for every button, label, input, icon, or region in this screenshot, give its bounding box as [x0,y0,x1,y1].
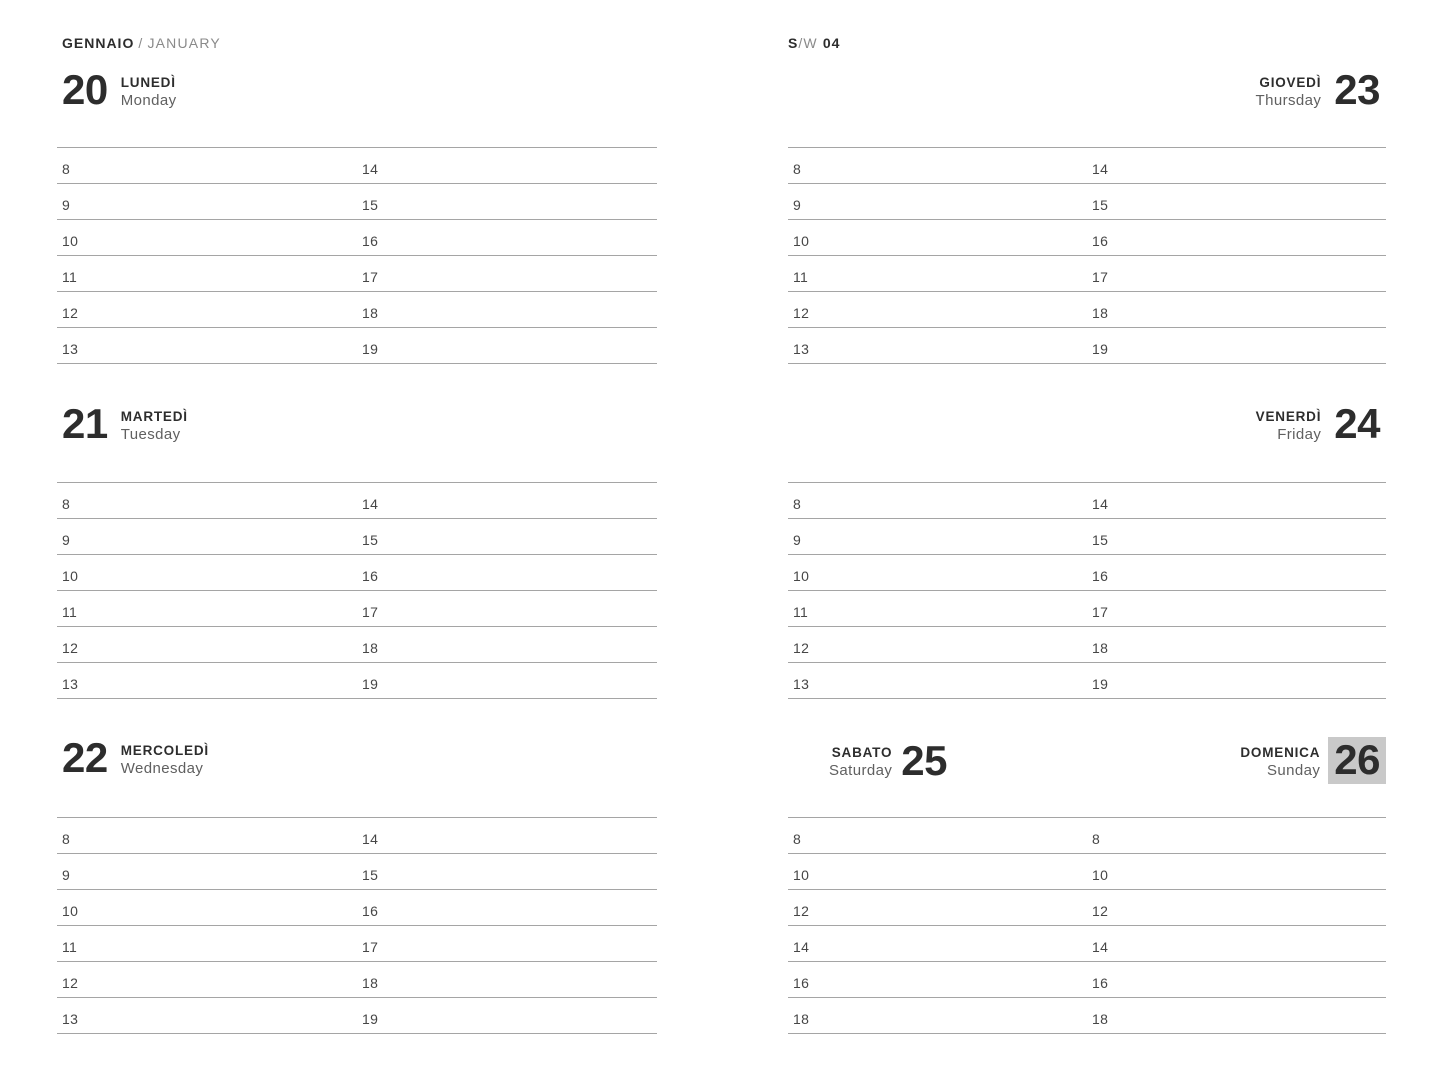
hour-label: 10 [62,903,79,919]
hour-label: 9 [793,532,802,548]
day-name-english: Saturday [829,762,893,779]
day-name-english: Monday [120,92,177,109]
hour-label: 9 [62,197,71,213]
time-row [788,518,1386,554]
time-grid-weekend [788,817,1386,1034]
day-number: 20 [62,66,108,113]
sunday-highlight-box: 26 [1328,737,1386,784]
day-labels [829,737,892,778]
day-header-saturday [788,737,1087,784]
time-row [788,147,1386,183]
month-separator: / [138,35,144,51]
day-name-italian: GIOVEDÌ [1259,75,1322,90]
time-row [788,554,1386,590]
hour-label: 14 [1092,161,1109,177]
hour-label: 16 [793,975,810,991]
hour-label: 10 [62,233,79,249]
week-letter: S [788,35,799,51]
day-name-italian: VENERDÌ [1255,409,1322,424]
time-row [788,662,1386,698]
hour-label: 11 [793,604,809,620]
time-row [788,889,1386,925]
hour-label: 9 [793,197,802,213]
day-labels [121,407,188,442]
time-row [57,219,657,255]
time-row [57,853,657,889]
day-name-italian: LUNEDÌ [120,75,176,90]
time-row [57,554,657,590]
hour-label: 18 [362,640,379,656]
time-grid-wednesday [57,817,657,1034]
month-name-english: JANUARY [147,35,221,51]
hour-label: 17 [362,939,379,955]
time-row [57,889,657,925]
hour-label: 13 [793,341,810,357]
hour-label: 14 [362,831,379,847]
time-row [788,183,1386,219]
day-header-monday [57,66,657,113]
day-header-friday [788,400,1386,447]
hour-label: 19 [1092,341,1109,357]
day-labels [121,741,209,776]
hour-label: 13 [793,676,810,692]
hour-label: 12 [793,640,810,656]
hour-label: 14 [1092,496,1109,512]
day-name-italian: DOMENICA [1240,745,1321,760]
hour-label: 15 [362,867,379,883]
hour-label: 16 [1092,568,1109,584]
time-row [788,590,1386,626]
time-row [788,853,1386,889]
time-row [788,219,1386,255]
time-row [788,327,1386,363]
time-grid-monday [57,147,657,364]
day-name-english: Thursday [1255,92,1322,109]
time-row [57,482,657,518]
time-row [57,997,657,1033]
time-grid-thursday [788,147,1386,364]
hour-label: 19 [362,676,379,692]
hour-label: 8 [62,496,71,512]
day-header-sunday [1087,737,1386,784]
time-row [57,147,657,183]
day-name-italian: SABATO [831,745,893,760]
time-row [57,925,657,961]
hour-label: 11 [793,269,809,285]
time-row [57,183,657,219]
hour-label: 12 [62,305,79,321]
hour-label: 16 [362,233,379,249]
time-grid-tuesday [57,482,657,699]
hour-label: 13 [62,341,79,357]
hour-label: 18 [793,1011,810,1027]
hour-label: 18 [1092,640,1109,656]
hour-label: 16 [1092,233,1109,249]
hour-label: 15 [362,197,379,213]
hour-label: 10 [793,233,810,249]
time-row [788,291,1386,327]
hour-label: 17 [362,269,379,285]
hour-label: 17 [1092,604,1109,620]
day-name-italian: MERCOLEDÌ [120,743,209,758]
hour-label: 12 [793,903,810,919]
hour-label: 18 [362,305,379,321]
hour-label: 17 [362,604,379,620]
time-row [788,997,1386,1033]
hour-label: 12 [62,640,79,656]
hour-label: 11 [62,604,78,620]
hour-label: 17 [1092,269,1109,285]
time-row [788,482,1386,518]
time-row [57,291,657,327]
hour-label: 19 [362,341,379,357]
time-row [788,961,1386,997]
hour-label: 14 [362,496,379,512]
hour-label: 15 [1092,197,1109,213]
hour-label: 15 [362,532,379,548]
time-row [57,518,657,554]
month-name-italian: GENNAIO [62,35,135,51]
day-name-english: Tuesday [120,426,181,443]
hour-label: 8 [793,496,802,512]
time-row [57,590,657,626]
time-row [788,925,1386,961]
hour-label: 8 [1092,831,1101,847]
hour-label: 18 [362,975,379,991]
hour-label: 16 [1092,975,1109,991]
time-grid-friday [788,482,1386,699]
hour-label: 19 [362,1011,379,1027]
hour-label: 10 [1092,867,1109,883]
weekend-header [788,737,1386,784]
left-page [57,0,657,1083]
time-row [57,961,657,997]
day-labels [1256,73,1322,108]
hour-label: 12 [1092,903,1109,919]
day-number: 22 [62,734,108,781]
hour-label: 8 [62,161,71,177]
week-header [788,36,1386,50]
time-row [57,255,657,291]
hour-label: 11 [62,269,78,285]
hour-label: 19 [1092,676,1109,692]
hour-label: 8 [793,161,802,177]
hour-label: 18 [1092,305,1109,321]
day-number: 23 [1334,66,1380,113]
week-number: 04 [822,35,841,51]
hour-label: 18 [1092,1011,1109,1027]
time-row [57,327,657,363]
day-labels [1256,407,1322,442]
hour-label: 10 [793,867,810,883]
day-header-thursday [788,66,1386,113]
day-number: 21 [62,400,108,447]
time-row [57,626,657,662]
hour-label: 12 [62,975,79,991]
day-labels [121,73,177,108]
day-name-english: Friday [1277,426,1322,443]
hour-label: 9 [62,867,71,883]
day-header-tuesday [57,400,657,447]
time-row [57,817,657,853]
hour-label: 14 [1092,939,1109,955]
hour-label: 12 [793,305,810,321]
day-header-wednesday [57,734,657,781]
hour-label: 13 [62,1011,79,1027]
hour-label: 15 [1092,532,1109,548]
right-page [788,0,1386,1083]
day-name-english: Wednesday [120,760,204,777]
hour-label: 14 [362,161,379,177]
day-name-italian: MARTEDÌ [120,409,188,424]
hour-label: 8 [793,831,802,847]
hour-label: 8 [62,831,71,847]
hour-label: 9 [62,532,71,548]
day-labels [1240,737,1320,778]
day-number: 25 [901,737,947,784]
hour-label: 14 [793,939,810,955]
time-row [788,255,1386,291]
day-name-english: Sunday [1267,762,1321,779]
time-row [788,817,1386,853]
hour-label: 11 [62,939,78,955]
time-row [788,626,1386,662]
hour-label: 16 [362,568,379,584]
hour-label: 13 [62,676,79,692]
week-separator: /W [798,35,818,51]
hour-label: 16 [362,903,379,919]
time-row [57,662,657,698]
hour-label: 10 [62,568,79,584]
day-number: 24 [1334,400,1380,447]
month-header [57,36,657,50]
hour-label: 10 [793,568,810,584]
